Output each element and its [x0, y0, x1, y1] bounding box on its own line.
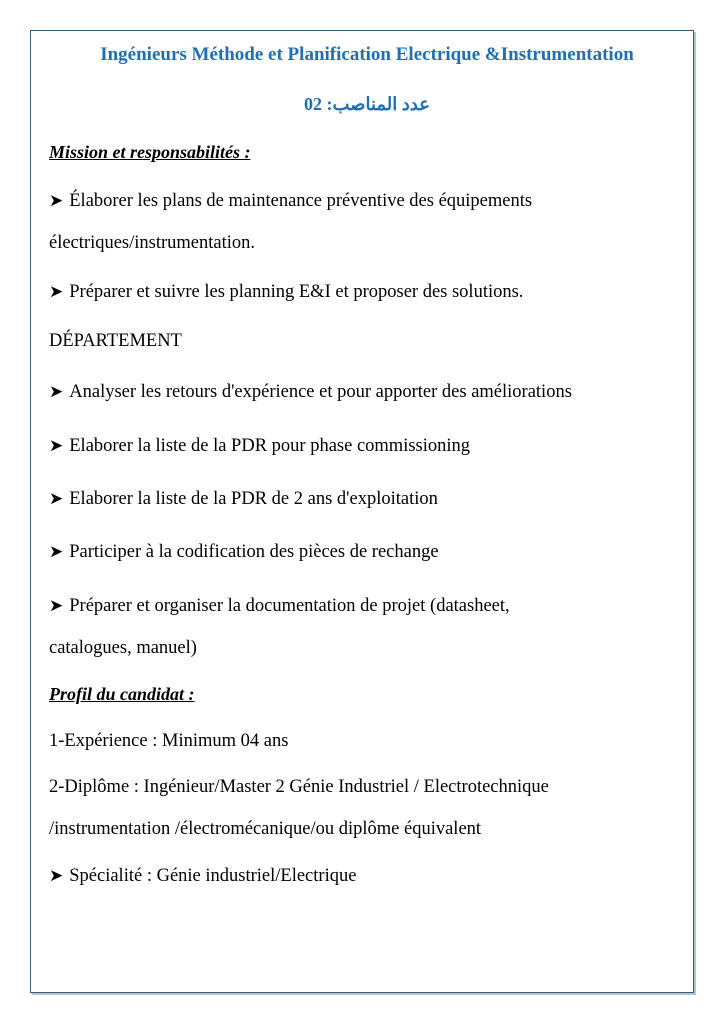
positions-count: عدد المناصب: 02: [304, 94, 430, 114]
department-text: DÉPARTEMENT: [49, 331, 182, 351]
profile-section-heading: [49, 682, 195, 706]
mission-text: Préparer et organiser la documentation de projet (datasheet,: [69, 596, 510, 616]
arrow-bullet-icon: ➤: [49, 489, 64, 509]
profile-experience: [49, 729, 288, 753]
mission-text: Elaborer la liste de la PDR de 2 ans d'exploitation: [69, 489, 438, 509]
mission-item: [49, 540, 439, 564]
mission-item: [49, 189, 532, 255]
arrow-bullet-icon: ➤: [49, 542, 64, 562]
mission-section-heading: [49, 140, 251, 164]
mission-item: [49, 380, 572, 404]
arrow-bullet-icon: ➤: [49, 866, 64, 886]
mission-item: [49, 594, 510, 660]
mission-heading: Mission et responsabilités :: [49, 142, 251, 162]
arrow-bullet-icon: ➤: [49, 382, 64, 402]
arrow-bullet-icon: ➤: [49, 191, 64, 211]
mission-text-continued: électriques/instrumentation.: [49, 233, 256, 253]
arrow-bullet-icon: ➤: [49, 282, 64, 302]
diploma-text-continued: /instrumentation /électromécanique/ou diplôme équivalent: [49, 819, 482, 839]
department-label: [49, 329, 182, 353]
profile-specialty: [49, 864, 356, 888]
mission-text: Préparer et suivre les planning E&I et proposer des solutions.: [69, 282, 524, 302]
experience-text: 1-Expérience : Minimum 04 ans: [49, 731, 289, 751]
mission-text: Analyser les retours d'expérience et pour apporter des améliorations: [69, 382, 572, 402]
mission-text-continued: catalogues, manuel): [49, 638, 197, 658]
mission-text: Élaborer les plans de maintenance préventive des équipements: [69, 191, 533, 211]
specialty-text: Spécialité : Génie industriel/Electrique: [69, 866, 357, 886]
mission-item: [49, 434, 470, 458]
document-header: [49, 42, 685, 116]
mission-item: [49, 487, 438, 511]
mission-text: Elaborer la liste de la PDR pour phase commissioning: [69, 436, 471, 456]
mission-text: Participer à la codification des pièces de rechange: [69, 542, 439, 562]
profile-heading: Profil du candidat :: [49, 684, 195, 704]
page-border: [30, 30, 694, 993]
profile-diploma: [49, 775, 549, 841]
arrow-bullet-icon: ➤: [49, 436, 64, 456]
diploma-text: 2-Diplôme : Ingénieur/Master 2 Génie Industriel / Electrotechnique: [49, 777, 549, 797]
job-title: Ingénieurs Méthode et Planification Electrique &Instrumentation: [100, 44, 634, 65]
arrow-bullet-icon: ➤: [49, 596, 64, 616]
mission-item: [49, 280, 523, 304]
